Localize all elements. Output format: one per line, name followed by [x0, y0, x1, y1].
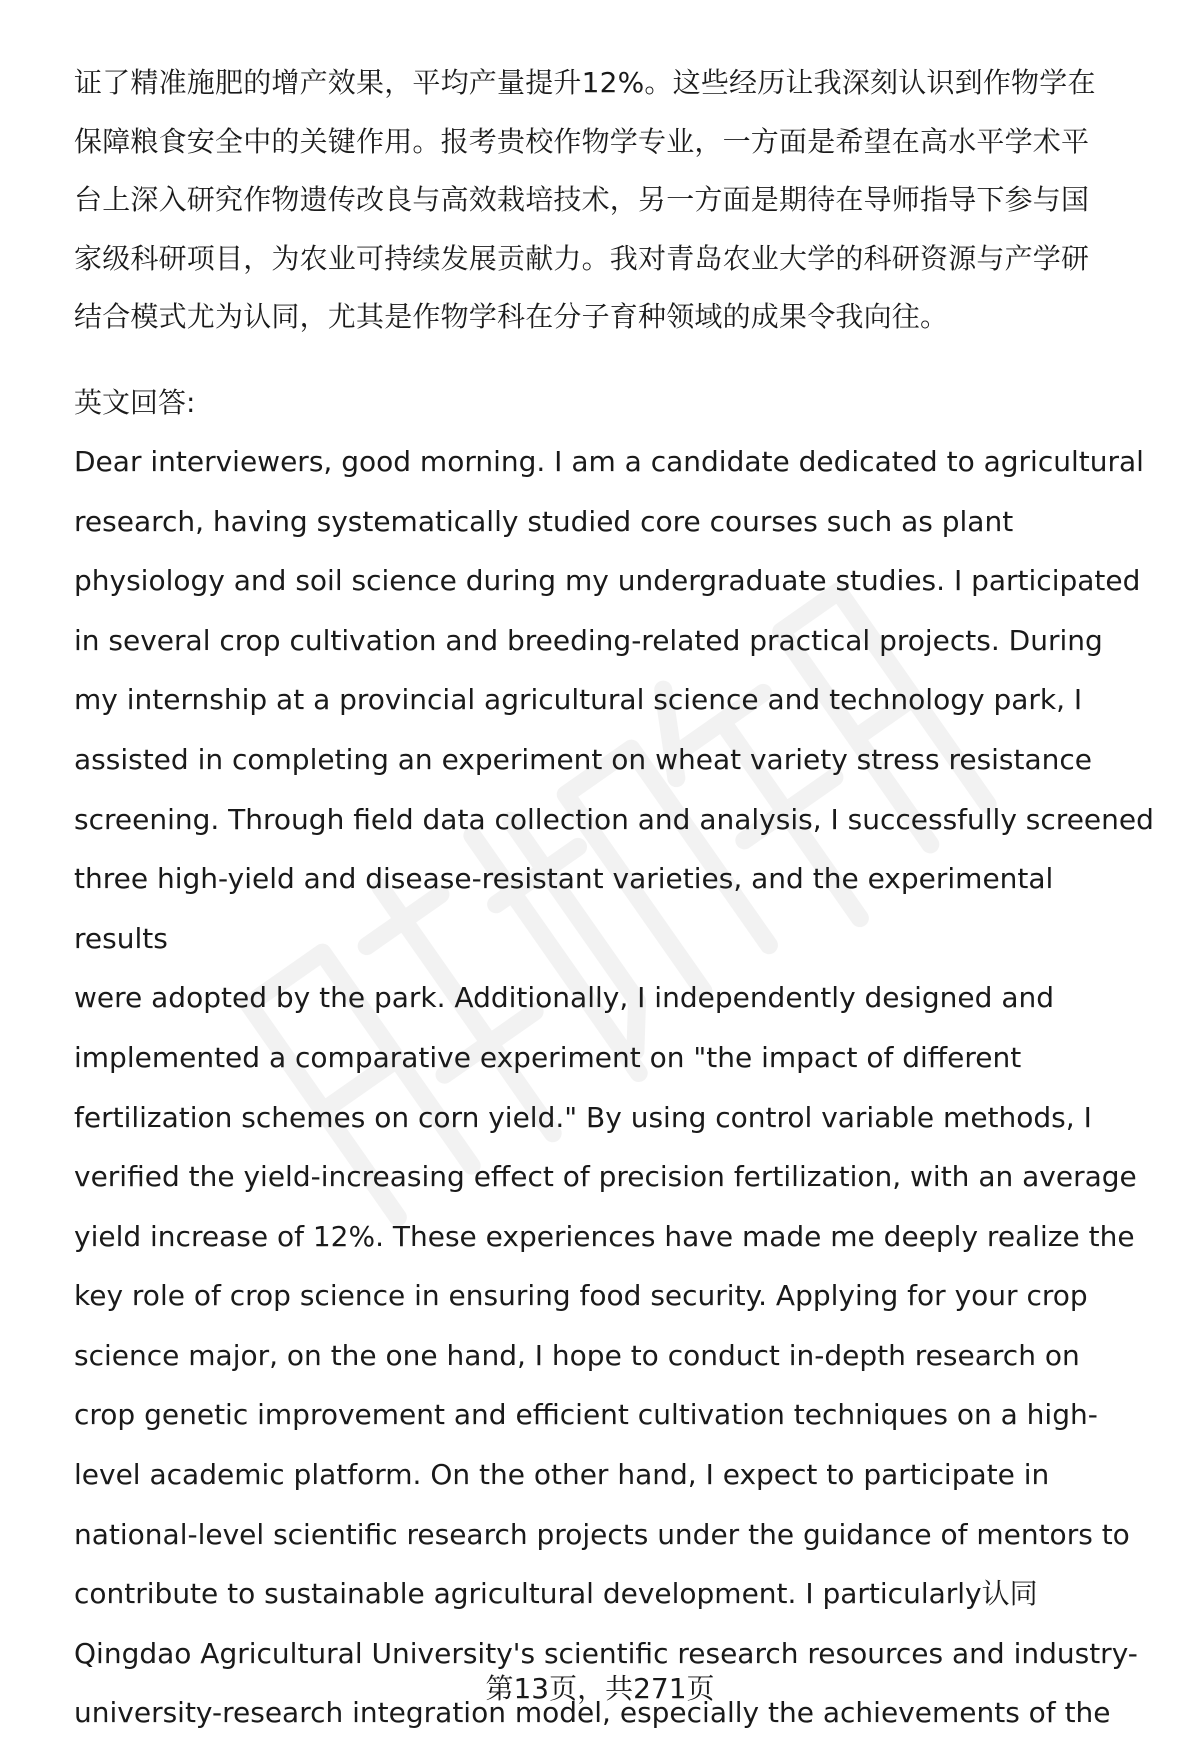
page-number-footer: 第13页，共271页	[485, 1672, 715, 1705]
chinese-answer-paragraph: 证了精准施肥的增产效果，平均产量提升12%。这些经历让我深刻认识到作物学在 保障粮食安全中的关键作用。报考贵校作物学专业，一方面是希望在高水平学术平 台上深入研究作物遗传改良与高效栽培技术，另一方面是期待在导师指导下参与国 家级科研项目，为农业可持续发展贡献力。我对青岛农业大学的科研资源与产学研 结合模式尤为认同，尤其是作物学科在分子育种领域的成果令我向往。	[74, 66, 1096, 334]
document-body	[74, 54, 1154, 1743]
english-answer-paragraph: Dear interviewers, good morning. I am a candidate dedicated to agricultural research, having systematically studied core courses such as plant physiology and soil science during my undergraduate studies. I participated in several crop cultivation and breeding-related practical projects. During my internship at a provincial agricultural science and technology park, I assisted in completing an experiment on wheat variety stress resistance screening. Through field data collection and analysis, I successfully screened three high-yield and disease-resistant varieties, and the experimental results were adopted by the park. Additionally, I independently designed and implemented a comparative experiment on "the impact of different fertilization schemes on corn yield." By using control variable methods, I verified the yield-increasing effect of precision fertilization, with an average yield increase of 12%. These experiences have made me deeply realize the key role of crop science in ensuring food security. Applying for your crop science major, on the one hand, I hope to conduct in-depth research on crop genetic improvement and efficient cultivation techniques on a high- level academic platform. On the other hand, I expect to participate in national-level scientific research projects under the guidance of mentors to contribute to sustainable agricultural development. I particularly认同 Qingdao Agricultural University's scientific research resources and industry- university-research integration model, especially the achievements of the	[74, 444, 1154, 1730]
english-answer-label: 英文回答:	[74, 385, 196, 419]
